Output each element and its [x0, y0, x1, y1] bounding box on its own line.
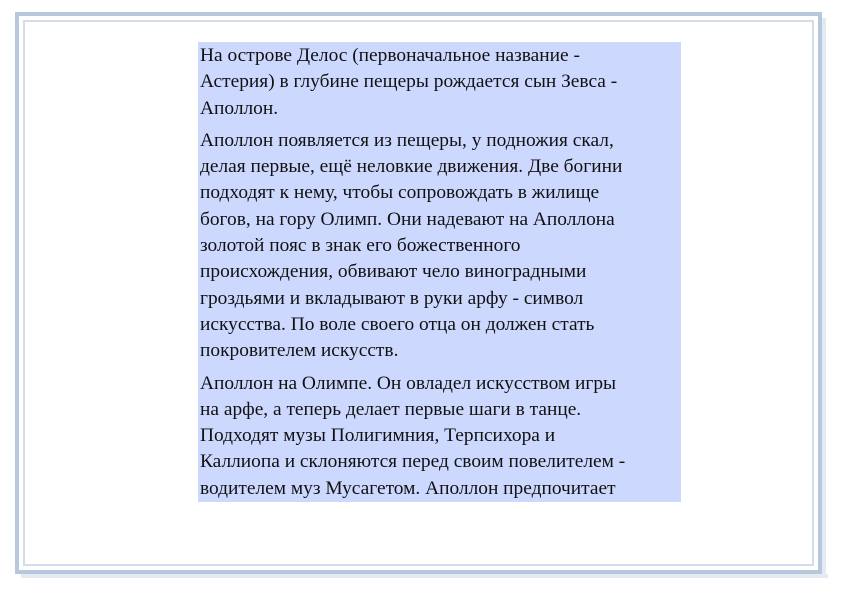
text-line: Аполлон появляется из пещеры, у подножия скал,	[200, 129, 614, 151]
text-line: Каллиопа и склоняются перед своим повелителем -	[200, 451, 626, 473]
text-line: На острове Делос (первоначальное название -	[200, 45, 580, 66]
frame-shadow-bottom	[21, 574, 828, 578]
text-line: богов, на гору Олимп. Они надевают на Аполлона	[200, 208, 615, 230]
text-line: водителем муз Мусагетом. Аполлон предпочитает	[200, 477, 616, 499]
paragraph-1	[200, 43, 679, 122]
text-line: гроздьями и вкладывают в руки арфу - символ	[200, 287, 584, 309]
text-line: делая первые, ещё неловкие движения. Две богини	[200, 156, 623, 178]
paragraph-3	[200, 371, 679, 502]
text-line: Астерия) в глубине пещеры рождается сын Зевса -	[200, 71, 618, 93]
text-line: Аполлон.	[200, 97, 279, 119]
text-line: золотой пояс в знак его божественного	[200, 235, 521, 257]
text-line: Подходят музы Полигимния, Терпсихора и	[200, 425, 556, 447]
frame-shadow-right	[822, 18, 826, 578]
text-line: искусства. По воле своего отца он должен стать	[200, 313, 595, 335]
text-line: подходят к нему, чтобы сопровождать в жилище	[200, 182, 600, 204]
text-line: происхождения, обвивают чело виноградными	[200, 261, 587, 283]
text-line: Аполлон на Олимпе. Он овладел искусством игры	[200, 372, 617, 394]
text-line: на арфе, а теперь делает первые шаги в танце.	[200, 398, 582, 420]
text-box[interactable]	[198, 42, 681, 502]
text-line: покровителем искусств.	[200, 340, 399, 362]
paragraph-2	[200, 128, 679, 365]
